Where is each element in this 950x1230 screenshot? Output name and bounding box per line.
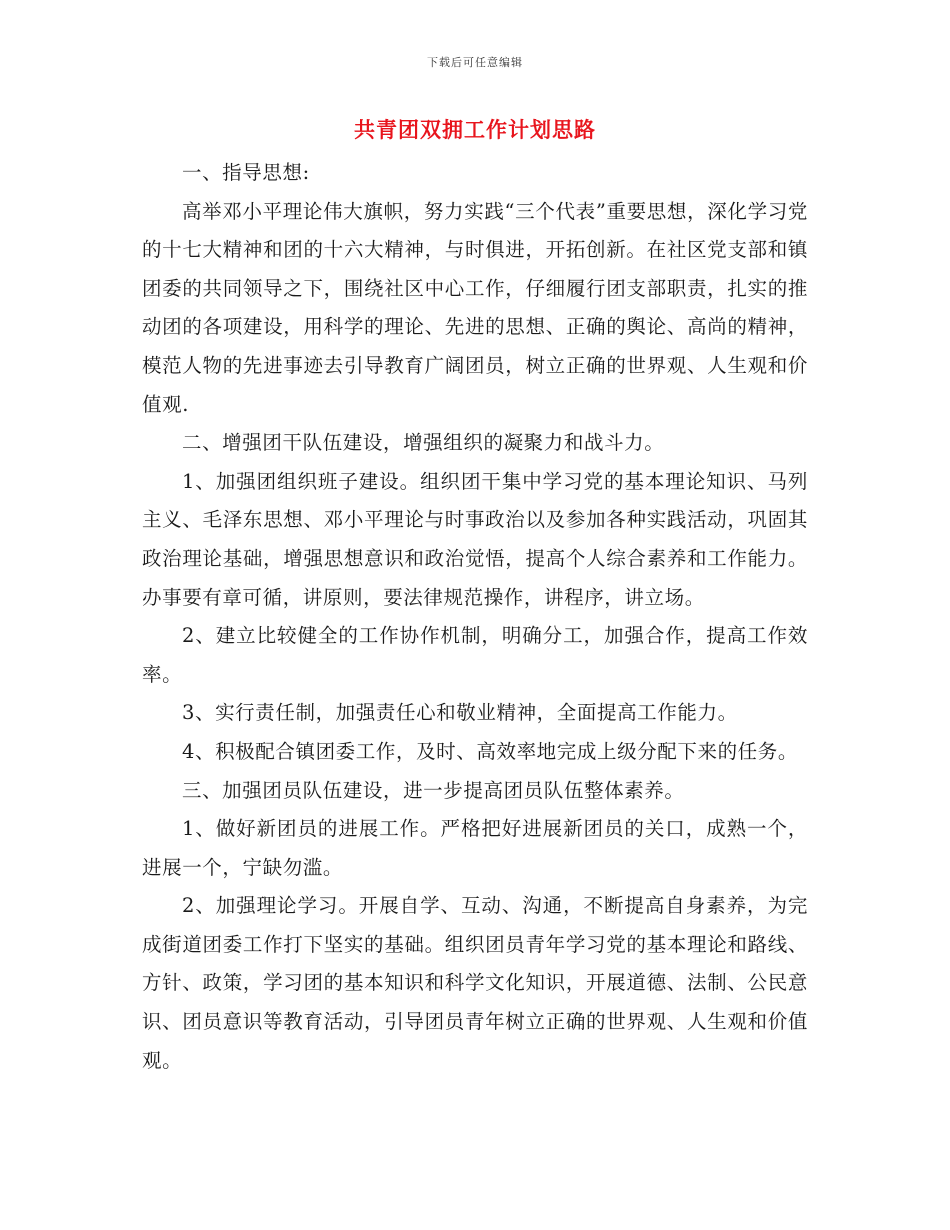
paragraph: 高举邓小平理论伟大旗帜，努力实践“三个代表”重要思想，深化学习党的十七大精神和团的十六大精神，与时俱进，开拓创新。在社区党支部和镇团委的共同领导之下，围绕社区中心工作，仔细履行团支部职责，扎实的推动团的各项建设，用科学的理论、先进的思想、正确的舆论、高尚的精神，模范人物的先进事迹去引导教育广阔团员，树立正确的世界观、人生观和价值观.	[142, 199, 808, 416]
header-note: 下载后可任意编辑	[427, 56, 523, 69]
document-body	[142, 154, 808, 1080]
paragraph: 4、积极配合镇团委工作，及时、高效率地完成上级分配下来的任务。	[181, 739, 798, 763]
section-heading-1: 一、指导思想:	[181, 161, 310, 184]
section-heading-2: 二、增强团干队伍建设，增强组织的凝聚力和战斗力。	[181, 431, 665, 455]
document-title: 共青团双拥工作计划思路	[354, 117, 596, 142]
paragraph: 2、建立比较健全的工作协作机制，明确分工，加强合作，提高工作效率。	[142, 624, 808, 686]
paragraph: 1、做好新团员的进展工作。严格把好进展新团员的关口，成熟一个，进展一个，宁缺勿滥。	[142, 817, 808, 879]
paragraph: 1、加强团组织班子建设。组织团干集中学习党的基本理论知识、马列主义、毛泽东思想、邓小平理论与时事政治以及参加各种实践活动，巩固其政治理论基础，增强思想意识和政治觉悟，提高个人综合素养和工作能力。办事要有章可循，讲原则，要法律规范操作，讲程序，讲立场。	[142, 469, 808, 609]
section-heading-3: 三、加强团员队伍建设，进一步提高团员队伍整体素养。	[181, 778, 685, 802]
paragraph: 2、加强理论学习。开展自学、互动、沟通，不断提高自身素养，为完成街道团委工作打下坚实的基础。组织团员青年学习党的基本理论和路线、方针、政策，学习团的基本知识和科学文化知识，开展道德、法制、公民意识、团员意识等教育活动，引导团员青年树立正确的世界观、人生观和价值观。	[142, 894, 808, 1072]
paragraph: 3、实行责任制，加强责任心和敬业精神，全面提高工作能力。	[181, 701, 738, 725]
